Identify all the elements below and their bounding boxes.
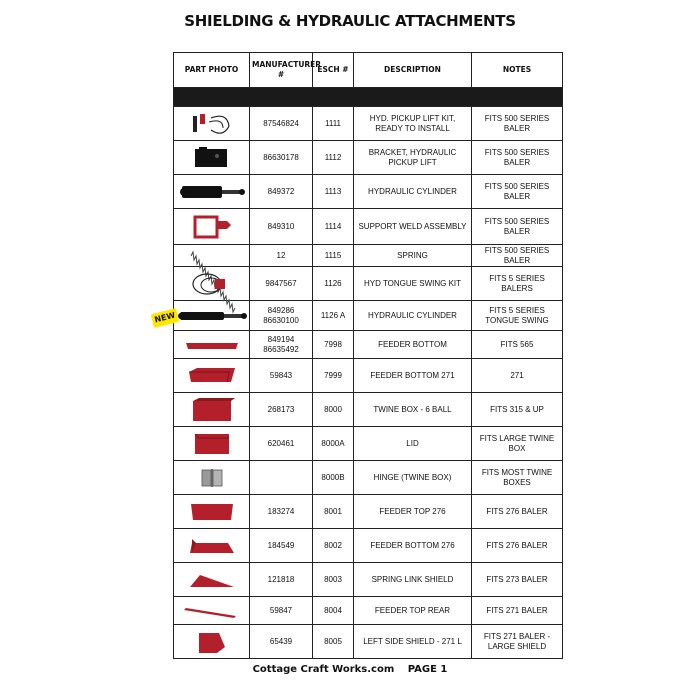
part-description: HINGE (TWINE BOX) — [354, 461, 472, 495]
weld-assembly-icon — [176, 213, 247, 241]
part-notes: FITS 5 SERIES TONGUE SWING — [472, 301, 563, 331]
table-row — [174, 393, 563, 427]
page-title: SHIELDING & HYDRAULIC ATTACHMENTS — [184, 12, 516, 30]
table-row — [174, 495, 563, 529]
part-photo — [174, 175, 250, 209]
part-description: FEEDER BOTTOM 271 — [354, 359, 472, 393]
esch-number: 8000A — [313, 427, 354, 461]
manufacturer-number: 65439 — [250, 625, 313, 659]
part-description: HYD. PICKUP LIFT KIT, READY TO INSTALL — [354, 107, 472, 141]
manufacturer-number: 184549 — [250, 529, 313, 563]
manufacturer-number: 12 — [250, 245, 313, 267]
manufacturer-number: 87546824 — [250, 107, 313, 141]
esch-number: 7999 — [313, 359, 354, 393]
manufacturer-number: 849310 — [250, 209, 313, 245]
part-notes: FITS MOST TWINE BOXES — [472, 461, 563, 495]
header-esch: ESCH # — [313, 53, 354, 88]
part-description: LEFT SIDE SHIELD - 271 L — [354, 625, 472, 659]
part-notes: FITS 271 BALER - LARGE SHIELD — [472, 625, 563, 659]
part-photo — [174, 393, 250, 427]
hinge-icon — [176, 466, 247, 490]
part-photo — [174, 563, 250, 597]
part-notes: FITS 276 BALER — [472, 495, 563, 529]
esch-number: 1126 — [313, 267, 354, 301]
table-row — [174, 301, 563, 331]
header-description: DESCRIPTION — [354, 53, 472, 88]
part-notes: FITS 5 SERIES BALERS — [472, 267, 563, 301]
part-photo — [174, 495, 250, 529]
manufacturer-number: 9847567 — [250, 267, 313, 301]
table-row — [174, 529, 563, 563]
footer-site: Cottage Craft Works.com — [252, 664, 395, 675]
esch-number: 1115 — [313, 245, 354, 267]
table-row — [174, 427, 563, 461]
part-photo — [174, 461, 250, 495]
manufacturer-number — [250, 461, 313, 495]
manufacturer-number: 59847 — [250, 597, 313, 625]
part-photo — [174, 359, 250, 393]
manufacturer-number: 849286 86630100 — [250, 301, 313, 331]
esch-number: 1114 — [313, 209, 354, 245]
part-notes: FITS 500 SERIES BALER — [472, 245, 563, 267]
header-part-photo: PART PHOTO — [174, 53, 250, 88]
table-row — [174, 175, 563, 209]
lid-icon — [176, 430, 247, 458]
part-description: SPRING LINK SHIELD — [354, 563, 472, 597]
part-description: HYDRAULIC CYLINDER — [354, 175, 472, 209]
feeder-bottom-angle-icon — [176, 533, 247, 559]
part-notes: FITS 276 BALER — [472, 529, 563, 563]
header-manufacturer: MANUFACTURER # — [250, 53, 313, 88]
manufacturer-number: 849194 86635492 — [250, 331, 313, 359]
part-photo — [174, 331, 250, 359]
part-photo — [174, 597, 250, 625]
part-description: FEEDER TOP REAR — [354, 597, 472, 625]
parts-table — [173, 52, 563, 659]
table-row — [174, 267, 563, 301]
esch-number: 7998 — [313, 331, 354, 359]
header-notes: NOTES — [472, 53, 563, 88]
part-photo — [174, 245, 250, 267]
esch-number: 8005 — [313, 625, 354, 659]
part-notes: FITS 315 & UP — [472, 393, 563, 427]
table-row — [174, 209, 563, 245]
esch-number: 1113 — [313, 175, 354, 209]
new-badge: NEW — [151, 308, 180, 328]
manufacturer-number: 849372 — [250, 175, 313, 209]
table-row — [174, 245, 563, 267]
esch-number: 1111 — [313, 107, 354, 141]
part-description: HYDRAULIC CYLINDER — [354, 301, 472, 331]
part-description: SPRING — [354, 245, 472, 267]
part-notes: FITS 500 SERIES BALER — [472, 107, 563, 141]
table-row — [174, 461, 563, 495]
part-description: LID — [354, 427, 472, 461]
esch-number: 8001 — [313, 495, 354, 529]
manufacturer-number: 121818 — [250, 563, 313, 597]
table-row — [174, 141, 563, 175]
manufacturer-number: 620461 — [250, 427, 313, 461]
part-notes: 271 — [472, 359, 563, 393]
part-notes: FITS 271 BALER — [472, 597, 563, 625]
pickup-lift-kit-icon — [176, 110, 247, 138]
part-description: TWINE BOX - 6 BALL — [354, 393, 472, 427]
part-photo — [174, 107, 250, 141]
part-description: FEEDER BOTTOM 276 — [354, 529, 472, 563]
part-notes: FITS 500 SERIES BALER — [472, 141, 563, 175]
feeder-top-icon — [176, 500, 247, 524]
esch-number: 1126 A — [313, 301, 354, 331]
page-footer — [0, 664, 700, 675]
part-notes: FITS 273 BALER — [472, 563, 563, 597]
part-description: FEEDER TOP 276 — [354, 495, 472, 529]
table-row — [174, 597, 563, 625]
part-description: FEEDER BOTTOM — [354, 331, 472, 359]
manufacturer-number: 86630178 — [250, 141, 313, 175]
manufacturer-number: 59843 — [250, 359, 313, 393]
left-side-shield-icon — [176, 627, 247, 657]
tongue-swing-kit-icon — [176, 270, 247, 298]
part-notes: FITS 565 — [472, 331, 563, 359]
part-photo — [174, 427, 250, 461]
part-photo — [174, 529, 250, 563]
table-row — [174, 359, 563, 393]
feeder-bottom-flat-icon — [176, 337, 247, 353]
table-row — [174, 107, 563, 141]
table-row — [174, 625, 563, 659]
part-notes: FITS LARGE TWINE BOX — [472, 427, 563, 461]
long-cylinder-icon — [176, 306, 247, 326]
manufacturer-number: 268173 — [250, 393, 313, 427]
part-description: HYD TONGUE SWING KIT — [354, 267, 472, 301]
table-row — [174, 563, 563, 597]
hydraulic-cylinder-icon — [176, 178, 247, 206]
esch-number: 8003 — [313, 563, 354, 597]
esch-number: 8004 — [313, 597, 354, 625]
spring-icon — [176, 248, 247, 264]
part-photo — [174, 301, 250, 331]
table-header-row — [174, 53, 563, 88]
footer-page: PAGE 1 — [407, 664, 448, 675]
part-notes: FITS 500 SERIES BALER — [472, 175, 563, 209]
esch-number: 8000B — [313, 461, 354, 495]
feeder-bottom-tray-icon — [176, 362, 247, 390]
part-description: BRACKET, HYDRAULIC PICKUP LIFT — [354, 141, 472, 175]
bracket-icon — [176, 144, 247, 172]
twine-box-icon — [176, 395, 247, 425]
part-photo — [174, 625, 250, 659]
part-description: SUPPORT WELD ASSEMBLY — [354, 209, 472, 245]
table-row — [174, 331, 563, 359]
header-band — [174, 88, 563, 107]
esch-number: 8000 — [313, 393, 354, 427]
feeder-top-rear-icon — [176, 602, 247, 620]
part-notes: FITS 500 SERIES BALER — [472, 209, 563, 245]
manufacturer-number: 183274 — [250, 495, 313, 529]
esch-number: 1112 — [313, 141, 354, 175]
part-photo — [174, 267, 250, 301]
part-photo — [174, 141, 250, 175]
spring-link-shield-icon — [176, 569, 247, 591]
esch-number: 8002 — [313, 529, 354, 563]
part-photo — [174, 209, 250, 245]
